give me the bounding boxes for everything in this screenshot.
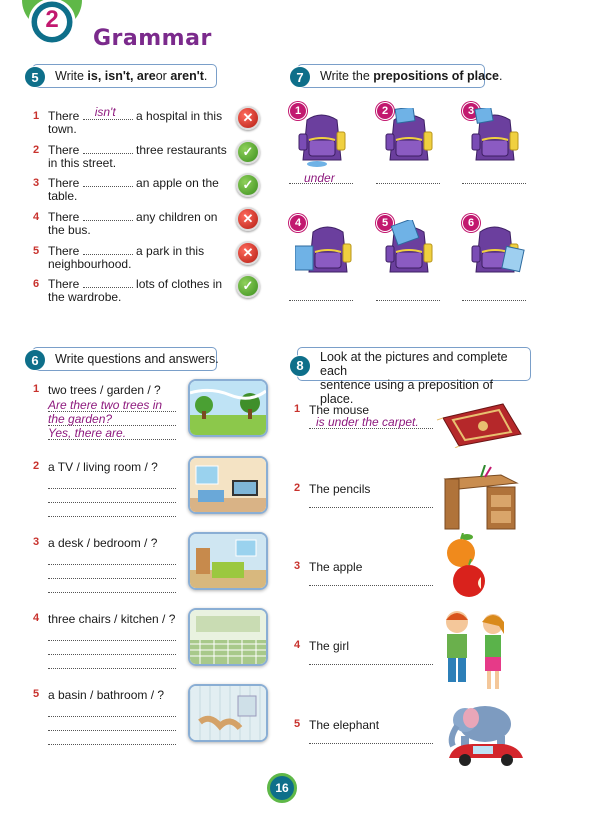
unit-badge xyxy=(12,0,86,50)
item-number: 5 xyxy=(33,245,40,257)
answer-line[interactable] xyxy=(376,300,440,301)
item-number: 4 xyxy=(33,612,40,624)
item-text: three restaurants xyxy=(136,143,227,157)
answer-blank[interactable] xyxy=(83,276,133,288)
boy-girl-picture xyxy=(437,608,517,701)
ex7-instruction-text: Write the xyxy=(320,69,370,83)
item-number: 3 xyxy=(33,536,40,548)
cross-icon: ✕ xyxy=(236,106,260,130)
item-text: lots of clothes in xyxy=(136,277,223,291)
item-text: There xyxy=(48,210,80,224)
answer-line[interactable] xyxy=(376,183,440,184)
page-number: 16 xyxy=(267,773,297,803)
item-text: a park in this xyxy=(136,244,205,258)
picture-number: 4 xyxy=(289,214,307,232)
ex5-instruction-last: aren't xyxy=(170,69,204,83)
item-text: a hospital in this xyxy=(136,109,223,123)
cross-icon: ✕ xyxy=(236,207,260,231)
ex6-instruction xyxy=(32,347,217,371)
backpack-picture xyxy=(468,108,530,173)
sentence-subject: The elephant xyxy=(309,718,380,732)
answer-line[interactable] xyxy=(289,300,353,301)
picture-number: 6 xyxy=(462,214,480,232)
ex7-number: 7 xyxy=(289,66,311,88)
answer-text: under xyxy=(304,171,335,185)
page-title: Grammar xyxy=(93,26,212,51)
sentence-subject: The pencils xyxy=(309,482,371,496)
ex7-instruction-bold: prepositions of place xyxy=(373,69,499,83)
check-icon: ✓ xyxy=(236,140,260,164)
ex5-line2: town. xyxy=(48,122,77,136)
answer-line[interactable] xyxy=(48,744,176,745)
answer-line[interactable] xyxy=(48,730,176,731)
bedroom-picture xyxy=(188,532,268,590)
answer-line[interactable] xyxy=(309,743,433,744)
backpack-picture xyxy=(295,220,357,285)
answer-line[interactable] xyxy=(48,488,176,489)
ex7-instruction xyxy=(296,64,503,88)
garden-picture xyxy=(188,379,268,437)
answer-line[interactable] xyxy=(48,654,176,655)
item-text: There xyxy=(48,176,80,190)
ex5-line1 xyxy=(48,276,222,291)
question-prompt: a basin / bathroom / ? xyxy=(48,688,165,702)
item-number: 2 xyxy=(294,482,301,494)
ex6-number: 6 xyxy=(24,349,46,371)
item-number: 1 xyxy=(33,383,40,395)
picture-number: 5 xyxy=(376,214,394,232)
item-number: 3 xyxy=(33,177,40,189)
sentence-subject: The apple xyxy=(309,560,363,574)
ex5-line2: the wardrobe. xyxy=(48,290,122,304)
item-text: There xyxy=(48,109,80,123)
ex6-instruction-text: Write questions and answers. xyxy=(55,352,219,366)
picture-number: 3 xyxy=(462,102,480,120)
item-text: an apple on the xyxy=(136,176,219,190)
answer-line[interactable] xyxy=(48,516,176,517)
item-number: 5 xyxy=(294,718,301,730)
question-prompt: a desk / bedroom / ? xyxy=(48,536,158,550)
picture-number: 2 xyxy=(376,102,394,120)
bathroom-picture xyxy=(188,684,268,742)
carpet-mouse-picture xyxy=(433,398,523,453)
check-icon: ✓ xyxy=(236,173,260,197)
ex7-instruction-end: . xyxy=(499,69,503,83)
ex5-line1 xyxy=(48,105,223,123)
question-prompt: two trees / garden / ? xyxy=(48,383,161,397)
answer-line[interactable] xyxy=(48,592,176,593)
item-number: 4 xyxy=(33,211,40,223)
backpack-picture xyxy=(295,108,357,173)
answer-text: Yes, there are. xyxy=(48,426,127,440)
question-prompt: a TV / living room / ? xyxy=(48,460,158,474)
item-text: There xyxy=(48,143,80,157)
backpack-picture xyxy=(382,220,444,285)
ex8-instruction-line1: Look at the pictures and complete each xyxy=(320,350,508,378)
answer-blank[interactable] xyxy=(83,209,133,221)
kitchen-picture xyxy=(188,608,268,666)
answer-line[interactable] xyxy=(309,507,433,508)
answer-text: isn't xyxy=(94,105,116,119)
elephant-car-picture xyxy=(443,702,527,775)
answer-line[interactable] xyxy=(462,300,526,301)
answer-line[interactable] xyxy=(48,564,176,565)
ex5-line2: in this street. xyxy=(48,156,117,170)
ex5-number: 5 xyxy=(24,66,46,88)
item-text: There xyxy=(48,244,80,258)
ex5-line2: the bus. xyxy=(48,223,91,237)
item-number: 1 xyxy=(33,110,40,122)
ex5-instruction-words: is, isn't, are xyxy=(87,69,156,83)
item-number: 6 xyxy=(33,278,40,290)
answer-blank[interactable] xyxy=(83,175,133,187)
item-number: 2 xyxy=(33,460,40,472)
ex8-instruction xyxy=(296,347,531,406)
check-icon: ✓ xyxy=(236,274,260,298)
ex5-line1 xyxy=(48,243,204,258)
cross-icon: ✕ xyxy=(236,241,260,265)
answer-blank[interactable] xyxy=(83,142,133,154)
item-number: 1 xyxy=(294,403,301,415)
item-text: any children on xyxy=(136,210,218,224)
item-number: 2 xyxy=(33,144,40,156)
answer-text: is under the carpet. xyxy=(316,415,419,429)
item-number: 3 xyxy=(294,560,301,572)
ex8-number: 8 xyxy=(289,355,311,377)
answer-line[interactable] xyxy=(309,664,433,665)
ex5-instruction xyxy=(32,64,217,88)
living-picture xyxy=(188,456,268,514)
ex5-line2: neighbourhood. xyxy=(48,257,132,271)
answer-line[interactable] xyxy=(48,502,176,503)
answer-line[interactable] xyxy=(48,716,176,717)
answer-line[interactable] xyxy=(462,183,526,184)
answer-line[interactable] xyxy=(48,640,176,641)
item-text: There xyxy=(48,277,80,291)
answer-blank[interactable] xyxy=(83,105,133,120)
ex5-line1 xyxy=(48,175,219,190)
sentence-subject: The mouse xyxy=(309,403,370,417)
ex5-line2: table. xyxy=(48,189,78,203)
unit-number: 2 xyxy=(45,6,59,33)
backpack-picture xyxy=(468,220,530,285)
ex5-instruction-or: or xyxy=(155,69,167,83)
answer-line[interactable] xyxy=(48,578,176,579)
answer-blank[interactable] xyxy=(83,243,133,255)
answer-text: Are there two trees in xyxy=(48,398,163,412)
question-prompt: three chairs / kitchen / ? xyxy=(48,612,176,626)
answer-line[interactable] xyxy=(48,668,176,669)
picture-number: 1 xyxy=(289,102,307,120)
item-number: 5 xyxy=(33,688,40,700)
ex5-instruction-text: Write xyxy=(55,69,84,83)
desk-pencils-picture xyxy=(441,465,521,538)
answer-line[interactable] xyxy=(309,585,433,586)
sentence-subject: The girl xyxy=(309,639,350,653)
ex5-line1 xyxy=(48,209,217,224)
ex5-instruction-end: . xyxy=(203,69,208,83)
ex8-instruction-line2: sentence using a preposition of place. xyxy=(320,378,494,406)
apples-picture xyxy=(443,533,487,606)
ex5-line1 xyxy=(48,142,227,157)
item-number: 4 xyxy=(294,639,301,651)
backpack-picture xyxy=(382,108,444,173)
answer-text: the garden? xyxy=(48,412,113,426)
